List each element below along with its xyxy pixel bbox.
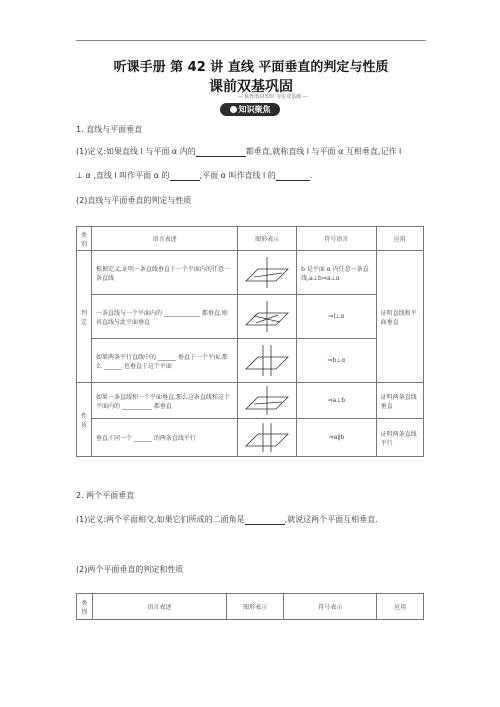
figure-cell <box>238 383 297 419</box>
header-rule <box>76 40 426 41</box>
row-symbol: ⇒a⊥b <box>297 383 376 419</box>
definition-line2 <box>76 170 312 181</box>
group-label-judge: 判定 <box>77 251 92 383</box>
row-desc: 根据定义,证明一条直线垂直于一个平面内的任意一条直线 <box>92 251 238 295</box>
row-desc: 如果一条直线和一个平面垂直,那么这条直线和这个平面内的 __________ 都垂直 <box>92 383 238 419</box>
group-label-property: 性质 <box>77 383 92 457</box>
table-header-row <box>77 227 424 251</box>
section1-subheading: (2)直线与平面垂直的判定与性质 <box>76 196 192 205</box>
section2-subheading: (2)两个平面垂直的判定和性质 <box>76 565 184 574</box>
row-application: 证明两条直线平行 <box>376 419 423 457</box>
definition-line1 <box>76 146 401 157</box>
plane-figure-icon <box>242 343 292 379</box>
row-symbol: ⇒a∥b <box>297 419 376 457</box>
section2-def-end: ,就说这两个平面互相垂直. <box>284 515 378 524</box>
table-row <box>77 383 424 419</box>
plane-figure-icon <box>242 385 292 417</box>
blank <box>170 171 200 181</box>
row-symbol: ⇒b⊥α <box>297 339 376 383</box>
row-application: 证明两条直线垂直 <box>376 383 423 419</box>
section2-definition <box>76 514 378 525</box>
figure-cell <box>238 419 297 457</box>
header-cell: 符号表示 <box>284 594 377 620</box>
section2-heading: 2. 两个平面垂直 <box>76 491 135 500</box>
tagline: — 梳理教材知识 夯实双基础 — <box>238 94 308 100</box>
row-application: 证明直线和平面垂直 <box>376 251 423 383</box>
table-row <box>77 339 424 383</box>
header-cell: 语言表述 <box>92 227 238 251</box>
badge-label: 知识聚焦 <box>238 105 271 114</box>
badge-icon <box>230 106 237 113</box>
def-line2-b: ,平面 α 叫作直线 l 的 <box>199 171 276 180</box>
header-cell: 图形表示 <box>238 227 297 251</box>
def-line1-mid: 都垂直,就称直线 l 与平面 α 互相垂直,记作 l <box>245 147 402 156</box>
table-header-row <box>77 594 424 620</box>
row-desc: 如果两条平行直线中的 ______ 垂直于一个平面,那么 ______ 也垂直于这个平面 <box>92 339 238 383</box>
plane-figure-icon <box>242 255 292 291</box>
line-plane-table <box>76 226 424 457</box>
header-cell: 符号语言 <box>297 227 376 251</box>
row-symbol: b 是平面 α 内任意一条直线,a⊥b⇒a⊥α <box>297 251 376 295</box>
header-cell: 类别 <box>77 227 92 251</box>
header-cell: 图形表示 <box>227 594 284 620</box>
section1-heading: 1. 直线与平面垂直 <box>76 125 143 134</box>
header-cell: 类别 <box>77 594 93 620</box>
figure-cell <box>238 295 297 339</box>
plane-figure-icon <box>242 422 292 454</box>
def-line2-c: . <box>309 171 313 180</box>
row-desc: 一条直线与一个平面内的 ____________ 都垂直,则该直线与此平面垂直 <box>92 295 238 339</box>
row-desc: 垂直于同一个 ______ 的两条直线平行 <box>92 419 238 457</box>
section-badge <box>220 103 280 116</box>
header-cell: 应用 <box>377 594 424 620</box>
plane-figure-icon <box>242 299 292 335</box>
row-symbol: ⇒l⊥α <box>297 295 376 339</box>
page-title: 听课手册 第 42 讲 直线 平面垂直的判定与性质 <box>113 60 389 75</box>
def-line2-a: ⊥ α ,直线 l 叫作平面 α 的 <box>76 171 170 180</box>
table-row <box>77 419 424 457</box>
figure-cell <box>238 339 297 383</box>
def-line1-text: (1)定义:如果直线 l 与平面 α 内的 <box>76 147 196 156</box>
figure-cell <box>238 251 297 295</box>
plane-plane-table <box>76 593 424 620</box>
blank <box>276 171 310 181</box>
blank <box>245 515 285 525</box>
table-row <box>77 251 424 295</box>
header-cell: 应用 <box>376 227 423 251</box>
blank <box>196 147 246 157</box>
section2-def-text: (1)定义:两个平面相交,如果它们所成的二面角是 <box>76 515 245 524</box>
table-row <box>77 295 424 339</box>
page-subtitle: 课前双基巩固 <box>209 79 293 95</box>
header-cell: 语言表述 <box>92 594 227 620</box>
